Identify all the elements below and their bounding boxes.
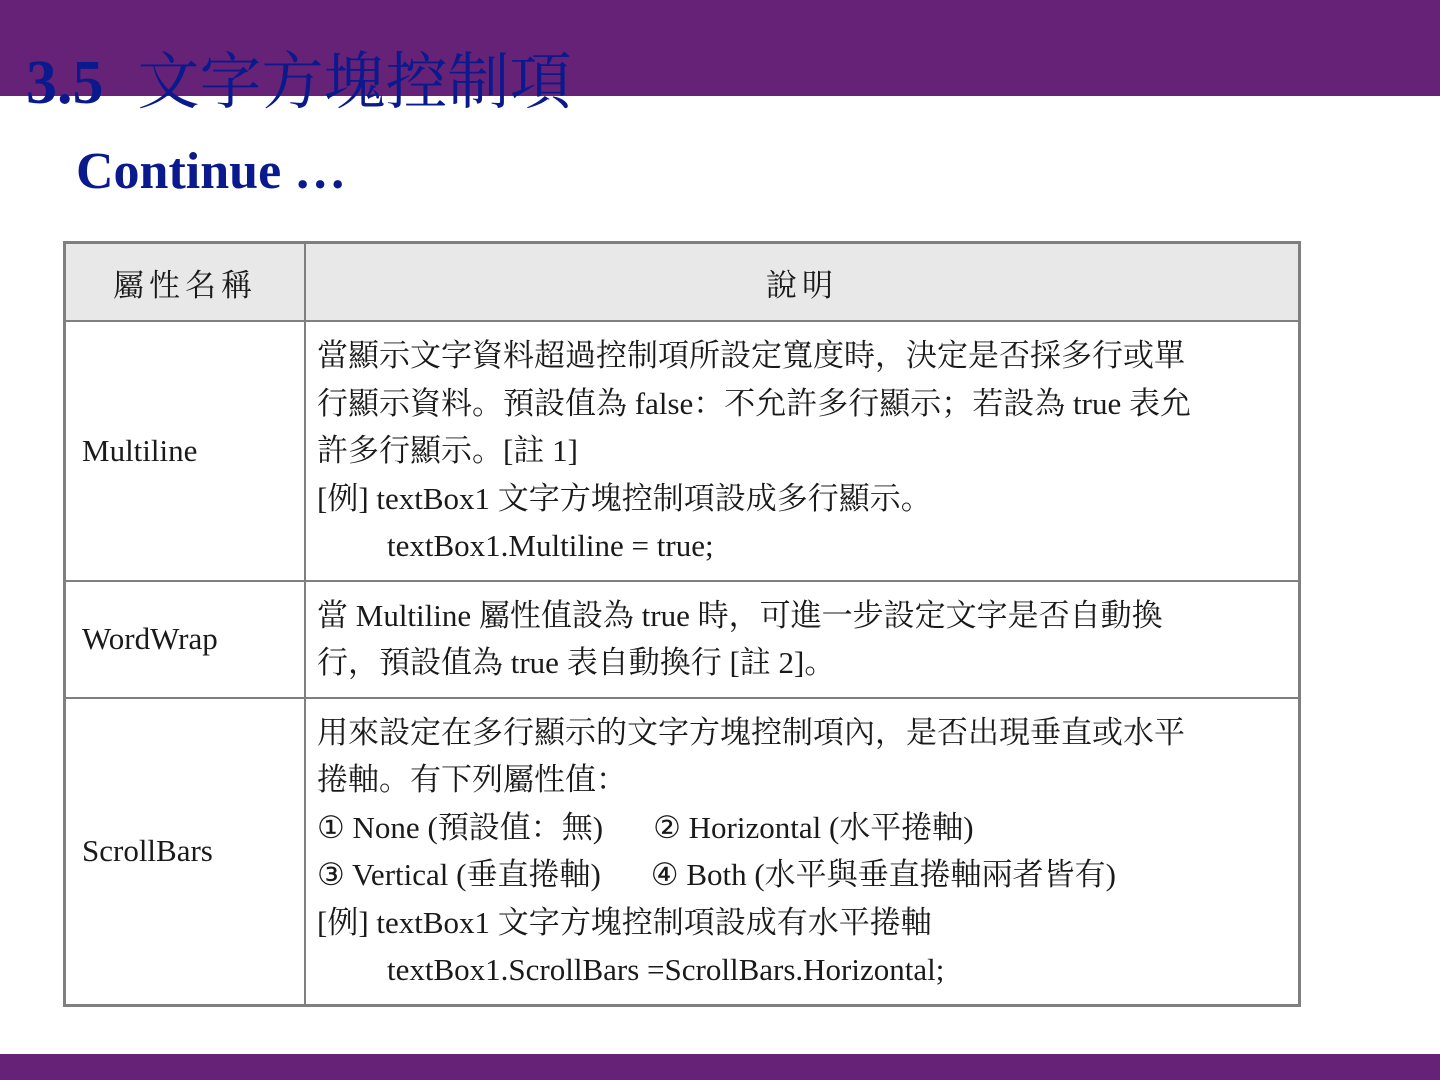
title-text: 文字方塊控制項 [137,49,572,117]
properties-table [63,241,1301,1007]
option-none: ① None (預設值：無) [317,809,604,845]
header-description: 說明 [305,243,1300,322]
slide-title [26,49,572,117]
property-name-wordwrap: WordWrap [65,581,306,698]
table-row-multiline [65,321,1300,581]
description-line: 行顯示資料。預設值為 false：不允許多行顯示；若設為 true 表允 [317,385,1191,421]
option-line [317,851,1292,899]
property-description-multiline [305,321,1300,581]
table-row-scrollbars [65,698,1300,1006]
bottom-banner [0,1054,1440,1080]
property-description-scrollbars [305,698,1300,1006]
property-name-scrollbars: ScrollBars [65,698,306,1006]
description-line: 捲軸。有下列屬性值： [317,762,627,797]
property-name-multiline: Multiline [65,321,306,581]
table-header-row [65,243,1300,322]
description-line: 當 Multiline 屬性值設為 true 時，可進一步設定文字是否自動換 [317,597,1163,633]
table-row-wordwrap [65,581,1300,698]
property-description-wordwrap [305,581,1300,698]
example-line: [例] textBox1 文字方塊控制項設成多行顯示。 [317,480,932,516]
description-line: 用來設定在多行顯示的文字方塊控制項內，是否出現垂直或水平 [317,714,1185,750]
option-horizontal: ② Horizontal (水平捲軸) [653,809,974,845]
description-line: 行，預設值為 true 表自動換行 [註 2]。 [317,645,836,680]
example-line: [例] textBox1 文字方塊控制項設成有水平捲軸 [317,904,932,940]
code-line: textBox1.ScrollBars =ScrollBars.Horizontal; [387,952,945,987]
option-vertical: ③ Vertical (垂直捲軸) [317,857,601,892]
slide-subtitle: Continue … [76,143,347,200]
code-line: textBox1.Multiline = true; [387,528,714,563]
title-number: 3.5 [26,49,104,117]
option-line [317,804,1292,852]
header-property-name: 屬性名稱 [65,243,306,322]
description-line: 許多行顯示。[註 1] [317,433,578,468]
option-both: ④ Both (水平與垂直捲軸兩者皆有) [650,857,1117,892]
description-line: 當顯示文字資料超過控制項所設定寬度時，決定是否採多行或單 [317,338,1185,373]
